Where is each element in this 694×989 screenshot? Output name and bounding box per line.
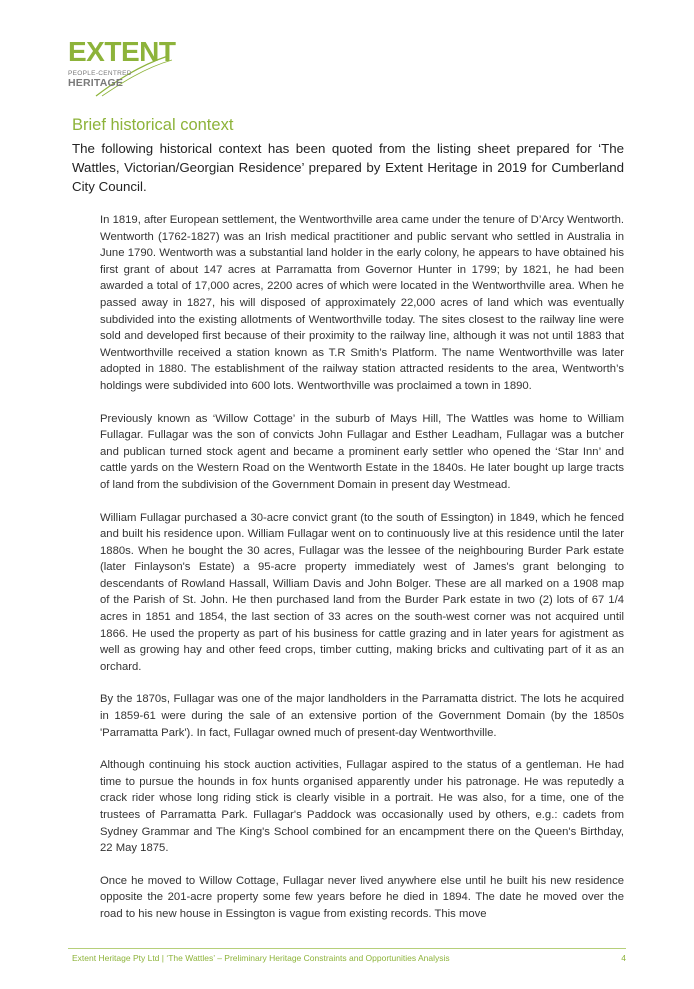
footer-text: Extent Heritage Pty Ltd | ‘The Wattles’ – Preliminary Heritage Constraints and Opportunities Analysis	[72, 953, 450, 963]
intro-paragraph: The following historical context has been quoted from the listing sheet prepared for ‘The Wattles, Victorian/Georgian Residence’ prepared by Extent Heritage in 2019 for Cumberland City Council.	[72, 141, 624, 194]
history-paragraph: By the 1870s, Fullagar was one of the major landholders in the Parramatta district. The lots he acquired in 1859-61 were during the sale of an extensive portion of the Government Domain (by the 1850s 'Parramatta Park'). In fact, Fullagar owned much of present-day Wentworthville.	[100, 693, 624, 739]
page-number: 4	[621, 953, 626, 963]
logo-tagline-bottom: HERITAGE	[68, 77, 124, 89]
history-paragraph: Previously known as ‘Willow Cottage’ in the suburb of Mays Hill, The Wattles was home to William Fullagar. Fullagar was the son of convicts John Fullagar and Esther Leadham, Fullagar was a butcher and publican turned stock agent and became a prominent early settler who opened the ‘Star Inn’ and cattle yards on the Western Road on the Wentworth Estate in the 1840s. He later bought up large tracts of land from the subdivision of the Government Domain in present day Westmead.	[100, 412, 624, 491]
quoted-history	[100, 212, 624, 923]
logo-tagline-top: PEOPLE-CENTRED	[68, 70, 132, 77]
history-paragraph: Once he moved to Willow Cottage, Fullagar never lived anywhere else until he built his new residence opposite the 201-acre property some few years before he died in 1894. The date he moved over the road to his new house in Essington is vague from existing records. This move	[100, 874, 624, 920]
history-paragraph: In 1819, after European settlement, the Wentworthville area came under the tenure of D’Arcy Wentworth. Wentworth (1762-1827) was an Irish medical practitioner and public servant who settled in Australia in June 1790. Wentworth was a substantial land holder in the early colony, he appears to have obtained his first grant of about 147 acres at Parramatta from Governor Hunter in 1799; by 1821, he had been awarded a total of 17,000 acres, 2200 acres of which were located in the Wentworthville area. When he passed away in 1827, his will disposed of approximately 22,000 acres of land which was eventually subdivided into the existing allotments of Wentworthville today. The sites closest to the railway line were sold and developed first because of their proximity to the railway line, although it was not until 1883 that Wentworthville received a station known as T.R Smith’s Platform. The name Wentworthville was later adopted in 1880. The establishment of the railway station attracted residents to the area, Wentworth’s holdings were subdivided into 600 lots. Wentworthville was proclaimed a town in 1890.	[100, 214, 624, 392]
footer-divider	[68, 948, 626, 949]
extent-heritage-logo	[68, 38, 188, 98]
logo-word: EXTENT	[68, 36, 176, 67]
history-paragraph: William Fullagar purchased a 30-acre convict grant (to the south of Essington) in 1849, which he fenced and built his residence upon. William Fullagar went on to continuously live at this residence until the later 1880s. When he bought the 30 acres, Fullagar was the lessee of the neighbouring Burder Park estate (later Finlayson's Estate) a 95-acre property immediately west of James's grant belonging to descendants of Rowland Hassall, William Davis and John Bolger. These are all marked on a 1908 map of the Parish of St. John. He then purchased land from the Burder Park estate in two (2) lots of 67 1/4 acres in 1851 and 1854, the last section of 33 acres on the south-west corner was not acquired until 1866. He used the property as part of his business for cattle grazing and in later years for agistment as well as growing hay and other feed crops, timber cutting, making bricks and cultivating part of it as an orchard.	[100, 511, 624, 673]
main-content	[72, 114, 624, 939]
history-paragraph: Although continuing his stock auction activities, Fullagar aspired to the status of a gentleman. He had time to pursue the hounds in fox hunts organised apparently under his patronage. He was reputedly a crack rider whose long riding stick is clearly visible in a portrait. He was also, for a time, one of the trustees of Parramatta Park. Fullagar's Paddock was occasionally used by others, e.g.: cadets from Sydney Grammar and The King's School combined for an encampment there on the Queen's Birthday, 22 May 1875.	[100, 759, 624, 855]
section-heading: Brief historical context	[72, 116, 234, 134]
